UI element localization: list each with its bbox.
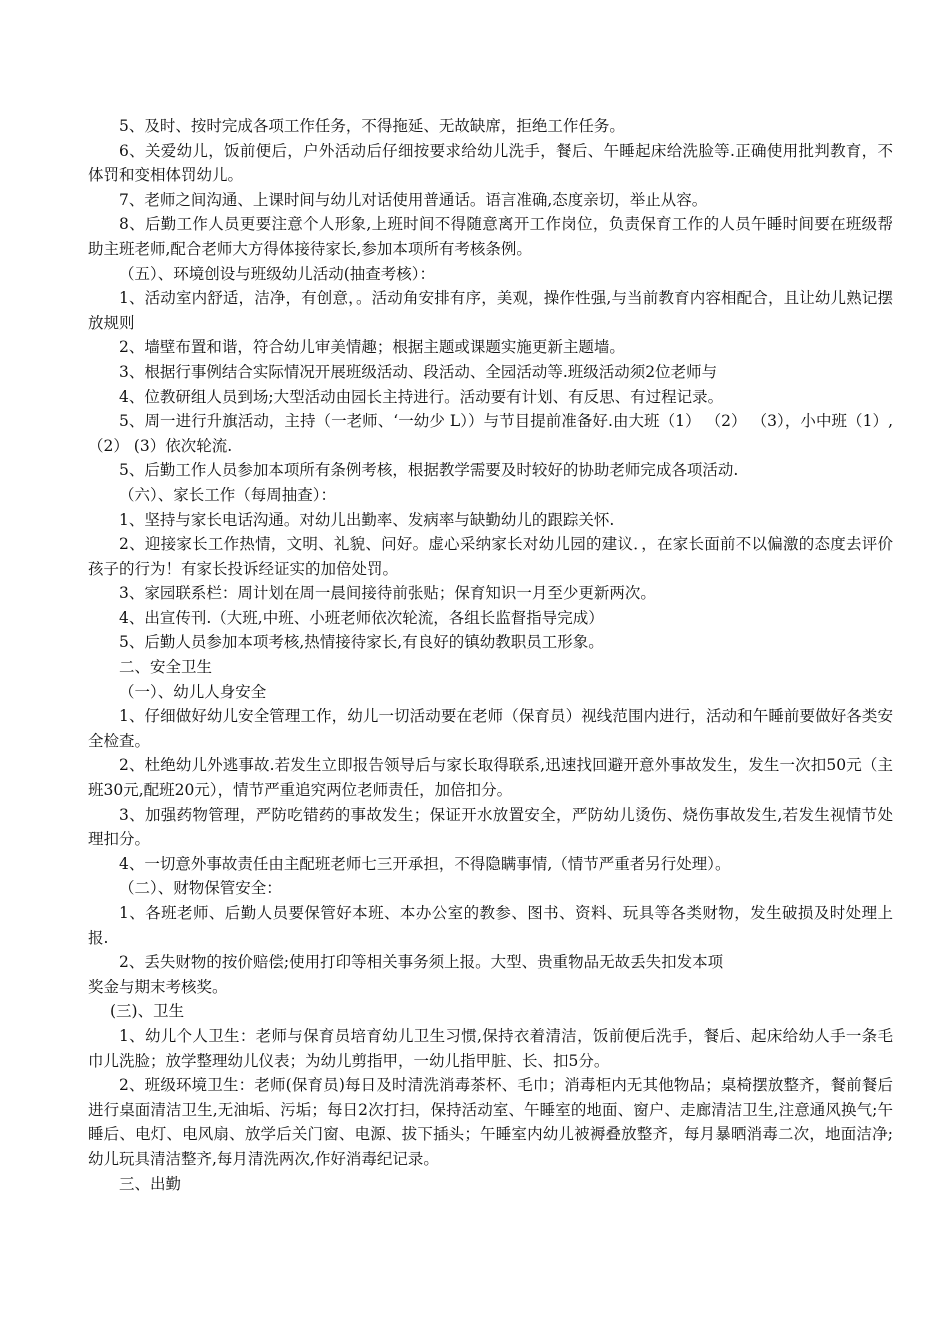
- paragraph-safety-3: 3、加强药物管理，严防吃错药的事故发生；保证开水放置安全，严防幼儿烫伤、烧伤事故发生,若发生视情节处理扣分。: [88, 805, 893, 849]
- section-heading-environment: （五）、环境创设与班级幼儿活动(抽查考核）：: [119, 264, 436, 283]
- paragraph-property-2: 2、丢失财物的按价赔偿;使用打印等相关事务须上报。大型、贵重物品无故丢失扣发本项: [119, 953, 724, 972]
- paragraph-work-7: 7、老师之间沟通、上课时间与幼儿对话使用普通话。语言准确,态度亲切，举止从容。: [119, 190, 708, 209]
- paragraph-hygiene-1: 1、幼儿个人卫生：老师与保育员培育幼儿卫生习惯,保持衣着清洁，饭前便后洗手，餐后、起床给幼人手一条毛巾儿洗脸；放学整理幼儿仪表；为幼儿剪指甲，一幼儿指甲脏、长、扣5分。: [88, 1026, 893, 1070]
- paragraph-env-1: 1、活动室内舒适，洁净，有创意，。活动角安排有序，美观，操作性强,与当前教育内容相配合，且让幼儿熟记摆放规则: [88, 289, 893, 332]
- section-heading-property: （二）、财物保管安全：: [119, 879, 282, 898]
- paragraph-safety-4: 4、一切意外事故责任由主配班老师七三开承担，不得隐瞒事情,（情节严重者另行处理）。: [119, 854, 731, 873]
- paragraph-safety-2: 2、杜绝幼儿外逃事故.若发生立即报告领导后与家长取得联系,迅速找回避开意外事故发生，发生一次扣50元（主班30元,配班20元），情节严重追究两位老师责任，加倍扣分。: [88, 756, 893, 800]
- paragraph-property-1: 1、各班老师、后勤人员要保管好本班、本办公室的教参、图书、资料、玩具等各类财物，发生破损及时处理上报.: [88, 904, 893, 947]
- paragraph-env-3: 3、根据行事例结合实际情况开展班级活动、段活动、全园活动等.班级活动须2位老师与: [119, 362, 718, 381]
- paragraph-parents-4: 4、出宣传刊.（大班,中班、小班老师依次轮流，各组长监督指导完成）: [119, 608, 604, 627]
- paragraph-hygiene-2: 2、班级环境卫生：老师(保育员)每日及时清洗消毒茶杯、毛巾；消毒柜内无其他物品；桌椅摆放整齐，餐前餐后进行桌面清洁卫生,无油垢、污垢；每日2次打扫，保持活动室、午睡室的地面、窗户、走廊清洁卫生,注意通风换气;午睡后、电灯、电风扇、放学后关门窗、电源、拔下插头；午睡室内幼儿被褥叠放整齐，每月暴晒消毒二次，地面洁净;幼儿玩具清洁整齐,每月清洗两次,作好消毒纪记录。: [88, 1076, 893, 1168]
- document-body: [88, 114, 893, 1196]
- chapter-heading-attendance: 三、出勤: [119, 1174, 182, 1193]
- chapter-heading-safety: 二、安全卫生: [119, 658, 213, 677]
- paragraph-safety-1: 1、仔细做好幼儿安全管理工作，幼儿一切活动要在老师（保育员）视线范围内进行，活动和午睡前要做好各类安全检查。: [88, 707, 893, 750]
- paragraph-env-5b: 5、后勤工作人员参加本项所有条例考核，根据教学需要及时较好的协助老师完成各项活动.: [119, 461, 739, 480]
- paragraph-property-2-continued: 奖金与期末考核奖。: [88, 977, 228, 996]
- paragraph-work-8: 8、后勤工作人员更要注意个人形象,上班时间不得随意离开工作岗位，负责保育工作的人员午睡时间要在班级帮助主班老师,配合老师大方得体接待家长,参加本项所有考核条例。: [88, 215, 893, 258]
- section-heading-child-safety: （一）、幼儿人身安全: [119, 682, 267, 701]
- section-heading-hygiene: (三)、卫生: [110, 1002, 185, 1021]
- paragraph-parents-3: 3、家园联系栏：周计划在周一晨间接待前张贴；保育知识一月至少更新两次。: [119, 584, 656, 603]
- paragraph-work-6: 6、关爱幼儿，饭前便后，户外活动后仔细按要求给幼儿洗手，餐后、午睡起床给洗脸等.正确使用批判教育，不体罚和变相体罚幼儿。: [88, 141, 893, 185]
- paragraph-env-4: 4、位教研组人员到场;大型活动由园长主持进行。活动要有计划、有反思、有过程记录。: [119, 387, 724, 406]
- paragraph-work-5: 5、及时、按时完成各项工作任务，不得拖延、无故缺席，拒绝工作任务。: [119, 117, 625, 135]
- paragraph-env-5a: 5、周一进行升旗活动，主持（一老师、‘一幼少 L））与节目提前准备好.由大班（1） （2） （3），小中班（1）,（2） (3）依次轮流.: [88, 412, 893, 455]
- section-heading-parents: （六）、家长工作（每周抽查）：: [119, 485, 337, 504]
- paragraph-parents-2: 2、迎接家长工作热情，文明、礼貌、问好。虚心采纳家长对幼儿园的建议．，在家长面前不以偏激的态度去评价孩子的行为！有家长投诉经证实的加倍处罚。: [88, 535, 893, 578]
- paragraph-env-2: 2、墙壁布置和谐，符合幼儿审美情趣；根据主题或课题实施更新主题墙。: [119, 338, 625, 357]
- paragraph-parents-5: 5、后勤人员参加本项考核,热情接待家长,有良好的镇幼教职员工形象。: [119, 633, 604, 652]
- paragraph-parents-1: 1、坚持与家长电话沟通。对幼儿出勤率、发病率与缺勤幼儿的跟踪关怀.: [119, 510, 615, 529]
